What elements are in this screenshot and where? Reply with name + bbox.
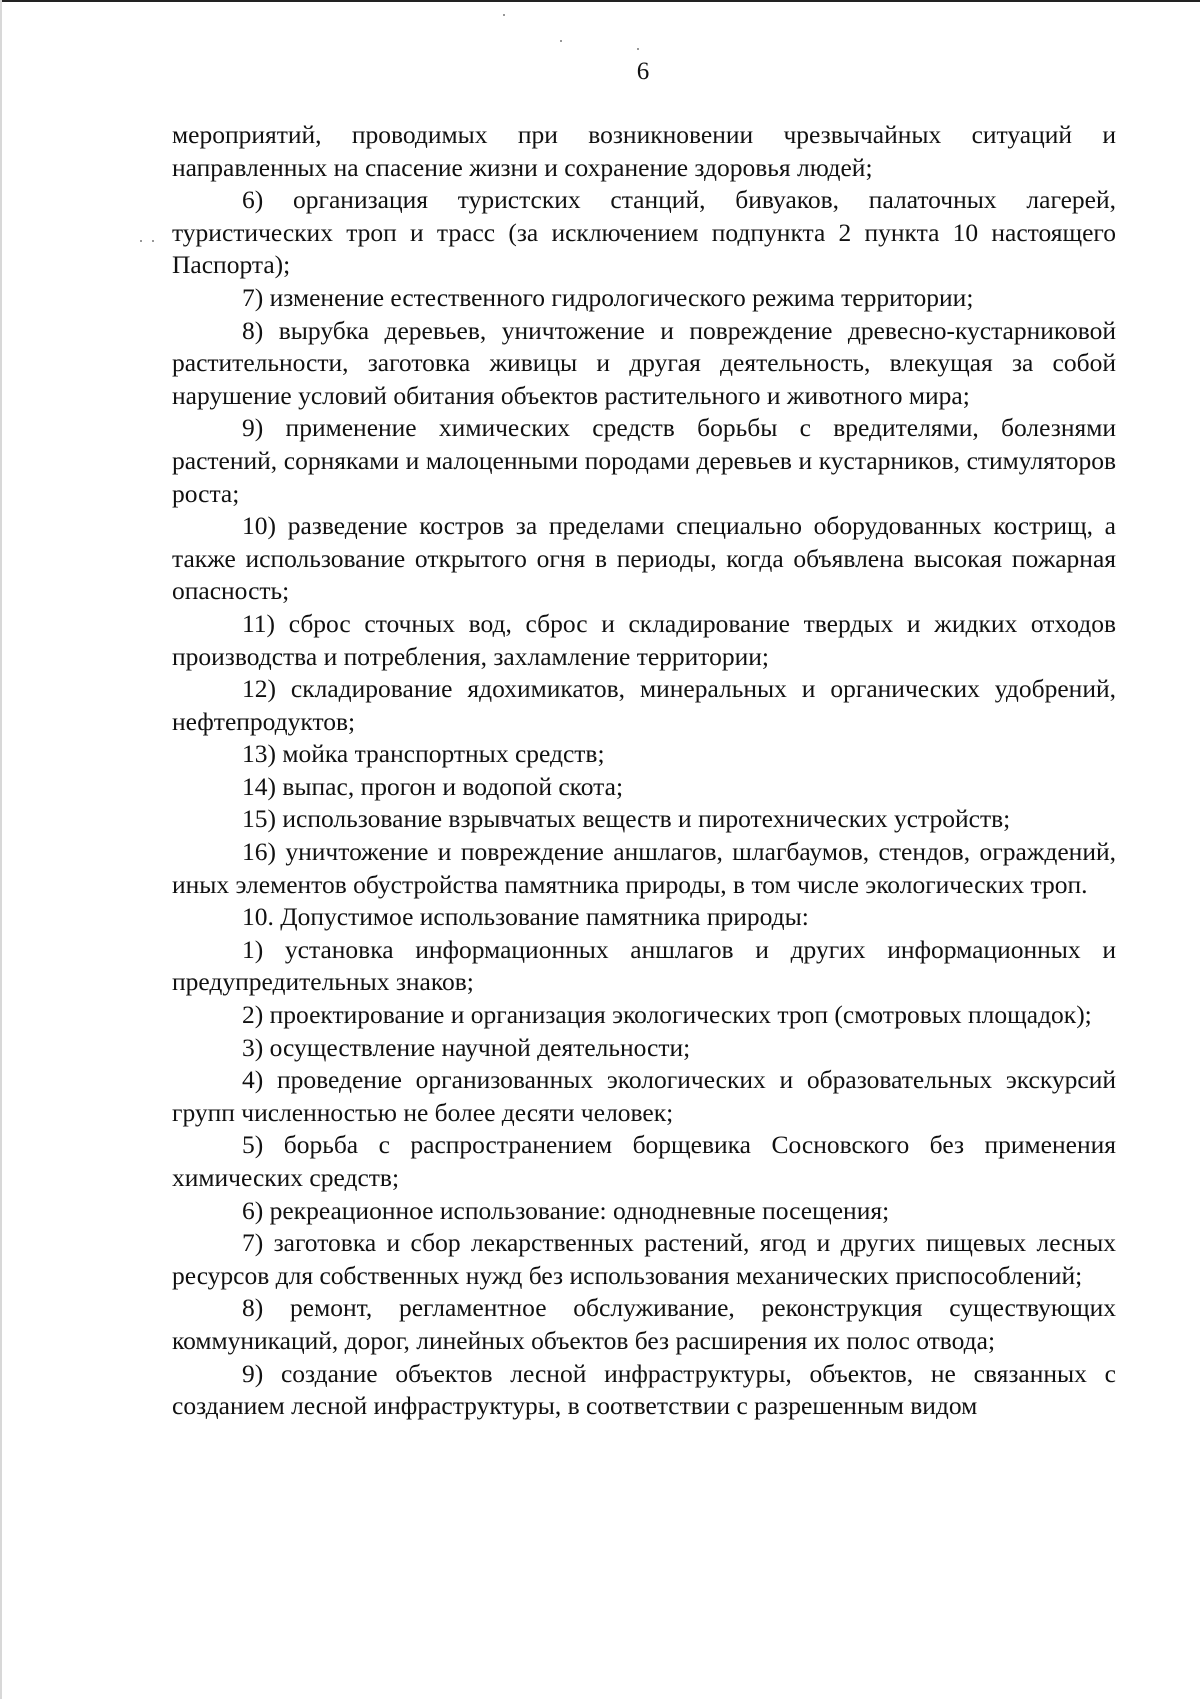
paragraph: 13) мойка транспортных средств; bbox=[242, 739, 605, 769]
section-heading: 10. Допустимое использование памятника природы: bbox=[242, 902, 809, 932]
paragraph: 2) проектирование и организация экологических троп (смотровых площадок); bbox=[242, 1000, 1092, 1030]
paragraph: 6) рекреационное использование: однодневные посещения; bbox=[242, 1195, 890, 1225]
paragraph: 7) заготовка и сбор лекарственных растений, ягод и других пищевых лесных ресурсов для собственных нужд без использования механических приспособлений; bbox=[172, 1228, 1116, 1290]
scan-speck bbox=[637, 48, 639, 50]
page-number: 6 bbox=[636, 58, 650, 85]
scan-speck bbox=[140, 240, 142, 242]
paragraph: 1) установка информационных аншлагов и других информационных и предупредительных знаков; bbox=[172, 934, 1116, 997]
paragraph: 16) уничтожение и повреждение аншлагов, шлагбаумов, стендов, ограждений, иных элементов обустройства памятника природы, в том числе экологических троп. bbox=[172, 837, 1116, 899]
paragraph: 6) организация туристских станций, бивуаков, палаточных лагерей, туристических троп и трасс (за исключением подпункта 2 пункта 10 настоящего Паспорта); bbox=[172, 185, 1116, 280]
paragraph: 15) использование взрывчатых веществ и пиротехнических устройств; bbox=[242, 804, 1011, 834]
scan-speck bbox=[152, 240, 154, 242]
paragraph: 14) выпас, прогон и водопой скота; bbox=[242, 771, 624, 801]
scan-left-edge bbox=[0, 0, 2, 1699]
paragraph: 9) применение химических средств борьбы с вредителями, болезнями растений, сорняками и малоценными породами деревьев и кустарников, стимуляторов роста; bbox=[172, 413, 1116, 508]
scan-speck bbox=[560, 40, 562, 42]
paragraph: мероприятий, проводимых при возникновении чрезвычайных ситуаций и направленных на спасение жизни и сохранение здоровья людей; bbox=[172, 120, 1116, 182]
paragraph: 12) складирование ядохимикатов, минеральных и органических удобрений, нефтепродуктов; bbox=[172, 674, 1116, 736]
document-body bbox=[172, 119, 1116, 1423]
paragraph: 11) сброс сточных вод, сброс и складирование твердых и жидких отходов производства и потребления, захламление территории; bbox=[172, 608, 1116, 671]
scan-top-edge bbox=[0, 0, 1200, 2]
paragraph: 9) создание объектов лесной инфраструктуры, объектов, не связанных с созданием лесной инфраструктуры, в соответствии с разрешенным видом bbox=[172, 1358, 1116, 1421]
scan-speck bbox=[503, 14, 505, 16]
paragraph: 3) осуществление научной деятельности; bbox=[242, 1032, 691, 1062]
paragraph: 10) разведение костров за пределами специально оборудованных кострищ, а также использование открытого огня в периоды, когда объявлена высокая пожарная опасность; bbox=[172, 511, 1116, 606]
paragraph: 5) борьба с распространением борщевика Сосновского без применения химических средств; bbox=[172, 1130, 1116, 1192]
paragraph: 4) проведение организованных экологических и образовательных экскурсий групп численностью не более десяти человек; bbox=[172, 1065, 1116, 1127]
paragraph: 8) вырубка деревьев, уничтожение и повреждение древесно-кустарниковой растительности, заготовка живицы и другая деятельность, влекущая за собой нарушение условий обитания объектов растительного и животного мира; bbox=[172, 315, 1116, 410]
paragraph: 7) изменение естественного гидрологического режима территории; bbox=[242, 282, 974, 312]
paragraph: 8) ремонт, регламентное обслуживание, реконструкция существующих коммуникаций, дорог, линейных объектов без расширения их полос отвода; bbox=[172, 1293, 1116, 1355]
